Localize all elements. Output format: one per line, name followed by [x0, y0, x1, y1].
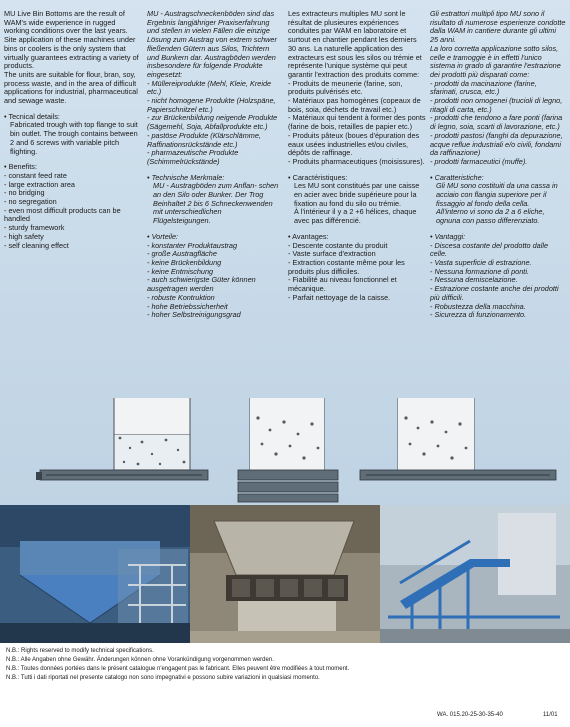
list-item: - Produits pâteux (boues d'épuration des eaux usées industrielles et/ou civiles, dépôts de raffinage.: [288, 130, 420, 158]
list-item: - Robustezza della macchina.: [430, 301, 526, 311]
photo-installation-3: [380, 505, 570, 643]
list-item: - Sicurezza di funzionamento.: [430, 310, 527, 320]
list-item: - auch schwierigste Güter können ausgetragen werden: [147, 275, 256, 294]
list-item: - Matériaux qui tendent à former des ponts (farine de bois, retailles de papier etc.): [288, 113, 426, 132]
list-item: - large extraction area: [4, 179, 75, 189]
tech-section-english: [4, 113, 139, 157]
list-item: - pharmazeutische Produkte (Schimmelrückstände): [147, 148, 239, 166]
intro-english: MU Live Bin Bottoms are the result of WAM's wide ewperience in rugged working conditions over the last years. Site application of these machines under bins or coolers is the only system that virtually guarantees extracting a variety of products. The units are suitable for flour, bran, soy, process waste, and in the area of difficult applications for industrial, pharmaceutical and sewage waste.: [4, 9, 139, 106]
list-item: - even most difficult products can be handled: [4, 205, 121, 224]
benefits-list-german: [147, 242, 280, 320]
list-item: - Parfait nettoyage de la caisse.: [288, 292, 391, 302]
catalog-code: WA. 015.20-25-30-35-40: [437, 712, 503, 718]
photo-installation-1: [0, 505, 190, 643]
intro-german: MU - Austragschneckenböden sind das Ergebnis langjähriger Praxiserfahrung und stellen in vielen Fällen die einzige Lösung zum Austrag von extrem schwer fließenden Gütern aus Silos, Trichtern und Bunkern dar. Austragböden werden insbesondere für folgende Produkte eingesetzt:: [147, 9, 277, 79]
benefits-section-german: [147, 233, 280, 320]
list-item: - Produits de meunerie (farine, son, produits pulvérisés etc.: [288, 78, 403, 97]
products-list-french: [288, 80, 426, 167]
footnote-italian: N.B.: Tutti i dati riportati nel presente catalogo non sono impegnativi e possono subire variazioni in qualsiasi momento.: [6, 675, 320, 681]
list-item: - prodotti non omogenei (trucioli di legno, ritagli di carta, etc.): [430, 96, 563, 114]
list-item: - Fiabilité au niveau fonctionnel et mécanique.: [288, 275, 397, 294]
list-item: - high safety: [4, 231, 44, 241]
tech-title-french: • Caractéristiques:: [288, 172, 348, 182]
benefits-list-french: [288, 242, 426, 303]
tech-section-italian: [430, 174, 566, 226]
benefits-section-english: [4, 163, 139, 250]
benefits-title-english: • Benefits:: [4, 162, 37, 172]
list-item: - prodotti pastosi (fanghi da depurazione, acque reflue industriali e/o civili, fondami da raffinazione): [430, 130, 563, 158]
list-item: - Müllereiprodukte (Mehl, Kleie, Kreide etc.): [147, 78, 272, 97]
tech-body-german: MU - Austragböden zum Anflan- schen an den Silo oder Bunker. Der Trog Beinhaltet 2 bis 6 Schneckenwenden mit unterschiedlichen Flügelsteigungen.: [153, 181, 279, 226]
photo-installation-2: [190, 505, 380, 643]
list-item: - konstanter Produktaustrag: [147, 240, 238, 250]
installation-photos: [0, 505, 570, 643]
products-list-german: [147, 80, 280, 167]
list-item: - sturdy framework: [4, 223, 65, 233]
single-screw-diagram: [36, 398, 208, 480]
list-item: - prodotti farmaceutici (muffe).: [430, 156, 528, 166]
tech-title-german: • Technische Merkmale:: [147, 172, 225, 182]
list-item: - Vaste surface d'extraction: [288, 249, 376, 259]
double-screw-diagram: [360, 398, 556, 480]
list-item: - Nessuna demiscelazione.: [430, 275, 518, 285]
list-item: - pastöse Produkte (Klärschlämme, Raffinationsrückstände etc.): [147, 130, 261, 149]
list-item: - Nessuna formazione di ponti.: [430, 266, 529, 276]
list-item: - Discesa costante del prodotto dalle celle.: [430, 240, 549, 259]
benefits-section-french: [288, 233, 426, 303]
benefits-title-german: • Vorteile:: [147, 231, 179, 241]
list-item: - robuste Kontruktion: [147, 292, 215, 302]
tech-body-english: Fabricated trough with top flange to suit bin outlet. The trough contains between 2 and 6 screws with variable pitch flighting.: [10, 120, 138, 156]
column-english: [4, 10, 139, 250]
tech-title-english: • Tecnical details:: [4, 111, 60, 121]
footer: [0, 643, 570, 727]
list-item: - self cleaning effect: [4, 240, 69, 250]
tech-title-italian: • Caratteristiche:: [430, 172, 484, 182]
list-item: - no segregation: [4, 197, 57, 207]
list-item: - Descente costante du produit: [288, 240, 388, 250]
products-list-italian: [430, 80, 566, 167]
benefits-section-italian: [430, 233, 566, 320]
benefits-title-italian: • Vantaggi:: [430, 231, 466, 241]
column-german: [147, 10, 280, 320]
benefits-list-english: [4, 172, 139, 250]
edition-date: 11/01: [543, 712, 558, 718]
column-italian: [430, 10, 566, 320]
footnote-german: N.B.: Alle Angaben ohne Gewähr. Änderungen können ohne Vorankündigung vorgenommen werden.: [6, 657, 274, 663]
list-item: - Matériaux pas homogènes (copeaux de bois, soia, déchets de travail etc.): [288, 96, 421, 114]
list-item: - zur Brückenbildung neigende Produkte (Sägemehl, Soja, Abfallprodukte etc.): [147, 113, 278, 132]
bin-bottom-diagrams: [0, 378, 570, 504]
list-item: - no bridging: [4, 188, 45, 198]
list-item: - hohe Betriebssicherheit: [147, 301, 228, 311]
benefits-title-french: • Avantages:: [288, 231, 329, 241]
list-item: - keine Entmischung: [147, 266, 214, 276]
list-item: - keine Brückenbildung: [147, 257, 222, 267]
list-item: - nicht homogene Produkte (Holzspäne, Papierschnitzel etc.): [147, 96, 276, 114]
column-french: [288, 10, 426, 303]
intro-french: Les extracteurs multiples MU sont le résultat de plusieures expériences conduites par WAM en laboratoire et surtout en chantier pendant les derniers 30 ans. La naturelle application des extracteurs est sous les silos ou trémie et représente l'unique système qui peut garantir l'extraction des produits comme:: [288, 9, 422, 79]
list-item: - Extraction costante même pour les produits plus difficiles.: [288, 257, 405, 276]
list-item: - Produits pharmaceutiques (moisissures).: [288, 156, 425, 166]
list-item: - prodotti da macinazione (farine, sfarinati, crusca, etc.): [430, 78, 537, 97]
tech-section-french: [288, 174, 426, 226]
footnote-english: N.B.: Rights reserved to modify technical specifications.: [6, 648, 154, 654]
list-item: - Vasta superficie di estrazione.: [430, 257, 532, 267]
list-item: - prodotti che tendono a fare ponti (farina di legno, soia, scarti di lavorazione, etc.): [430, 113, 563, 132]
list-item: - große Austragfläche: [147, 249, 217, 259]
intro-italian: Gli estrattori multipli tipo MU sono il risultato di numerose esperienze condotte dalla WAM in cantiere durante gli ultimi 25 anni. La loro corretta applicazione sotto silos, celle e tramoggie è in effetti l'unico sistema in grado di garantire l'estrazione dei prodotti più disparati come:: [430, 9, 566, 79]
footnote-french: N.B.: Toutes données portées dans le présent catalogue n'engagent pas le fabricant. Elles peuvent être modifiées à tout moment.: [6, 666, 350, 672]
list-item: - Estrazione costante anche dei prodotti più difficili.: [430, 284, 559, 302]
tech-body-french: Les MU sont constitués par une caisse en acier avec bride supérieure pour la fixation au fond du silo ou trémie. À l'intérieur il y a 2 +6 hélices, chaque avec pas différencié.: [294, 181, 420, 226]
benefits-list-italian: [430, 242, 566, 320]
list-item: - constant feed rate: [4, 170, 67, 180]
tech-section-german: [147, 174, 280, 226]
triple-screw-diagram: [238, 398, 338, 502]
list-item: - hoher Selbstreinigungsgrad: [147, 310, 241, 320]
tech-body-italian: Gli MU sono costituiti da una cassa in acciaio con flangia superiore per il fissaggio al fondo della cella. All'interno vi sono da 2 a 6 eliche, ognuna con passo differenziato.: [436, 181, 558, 226]
